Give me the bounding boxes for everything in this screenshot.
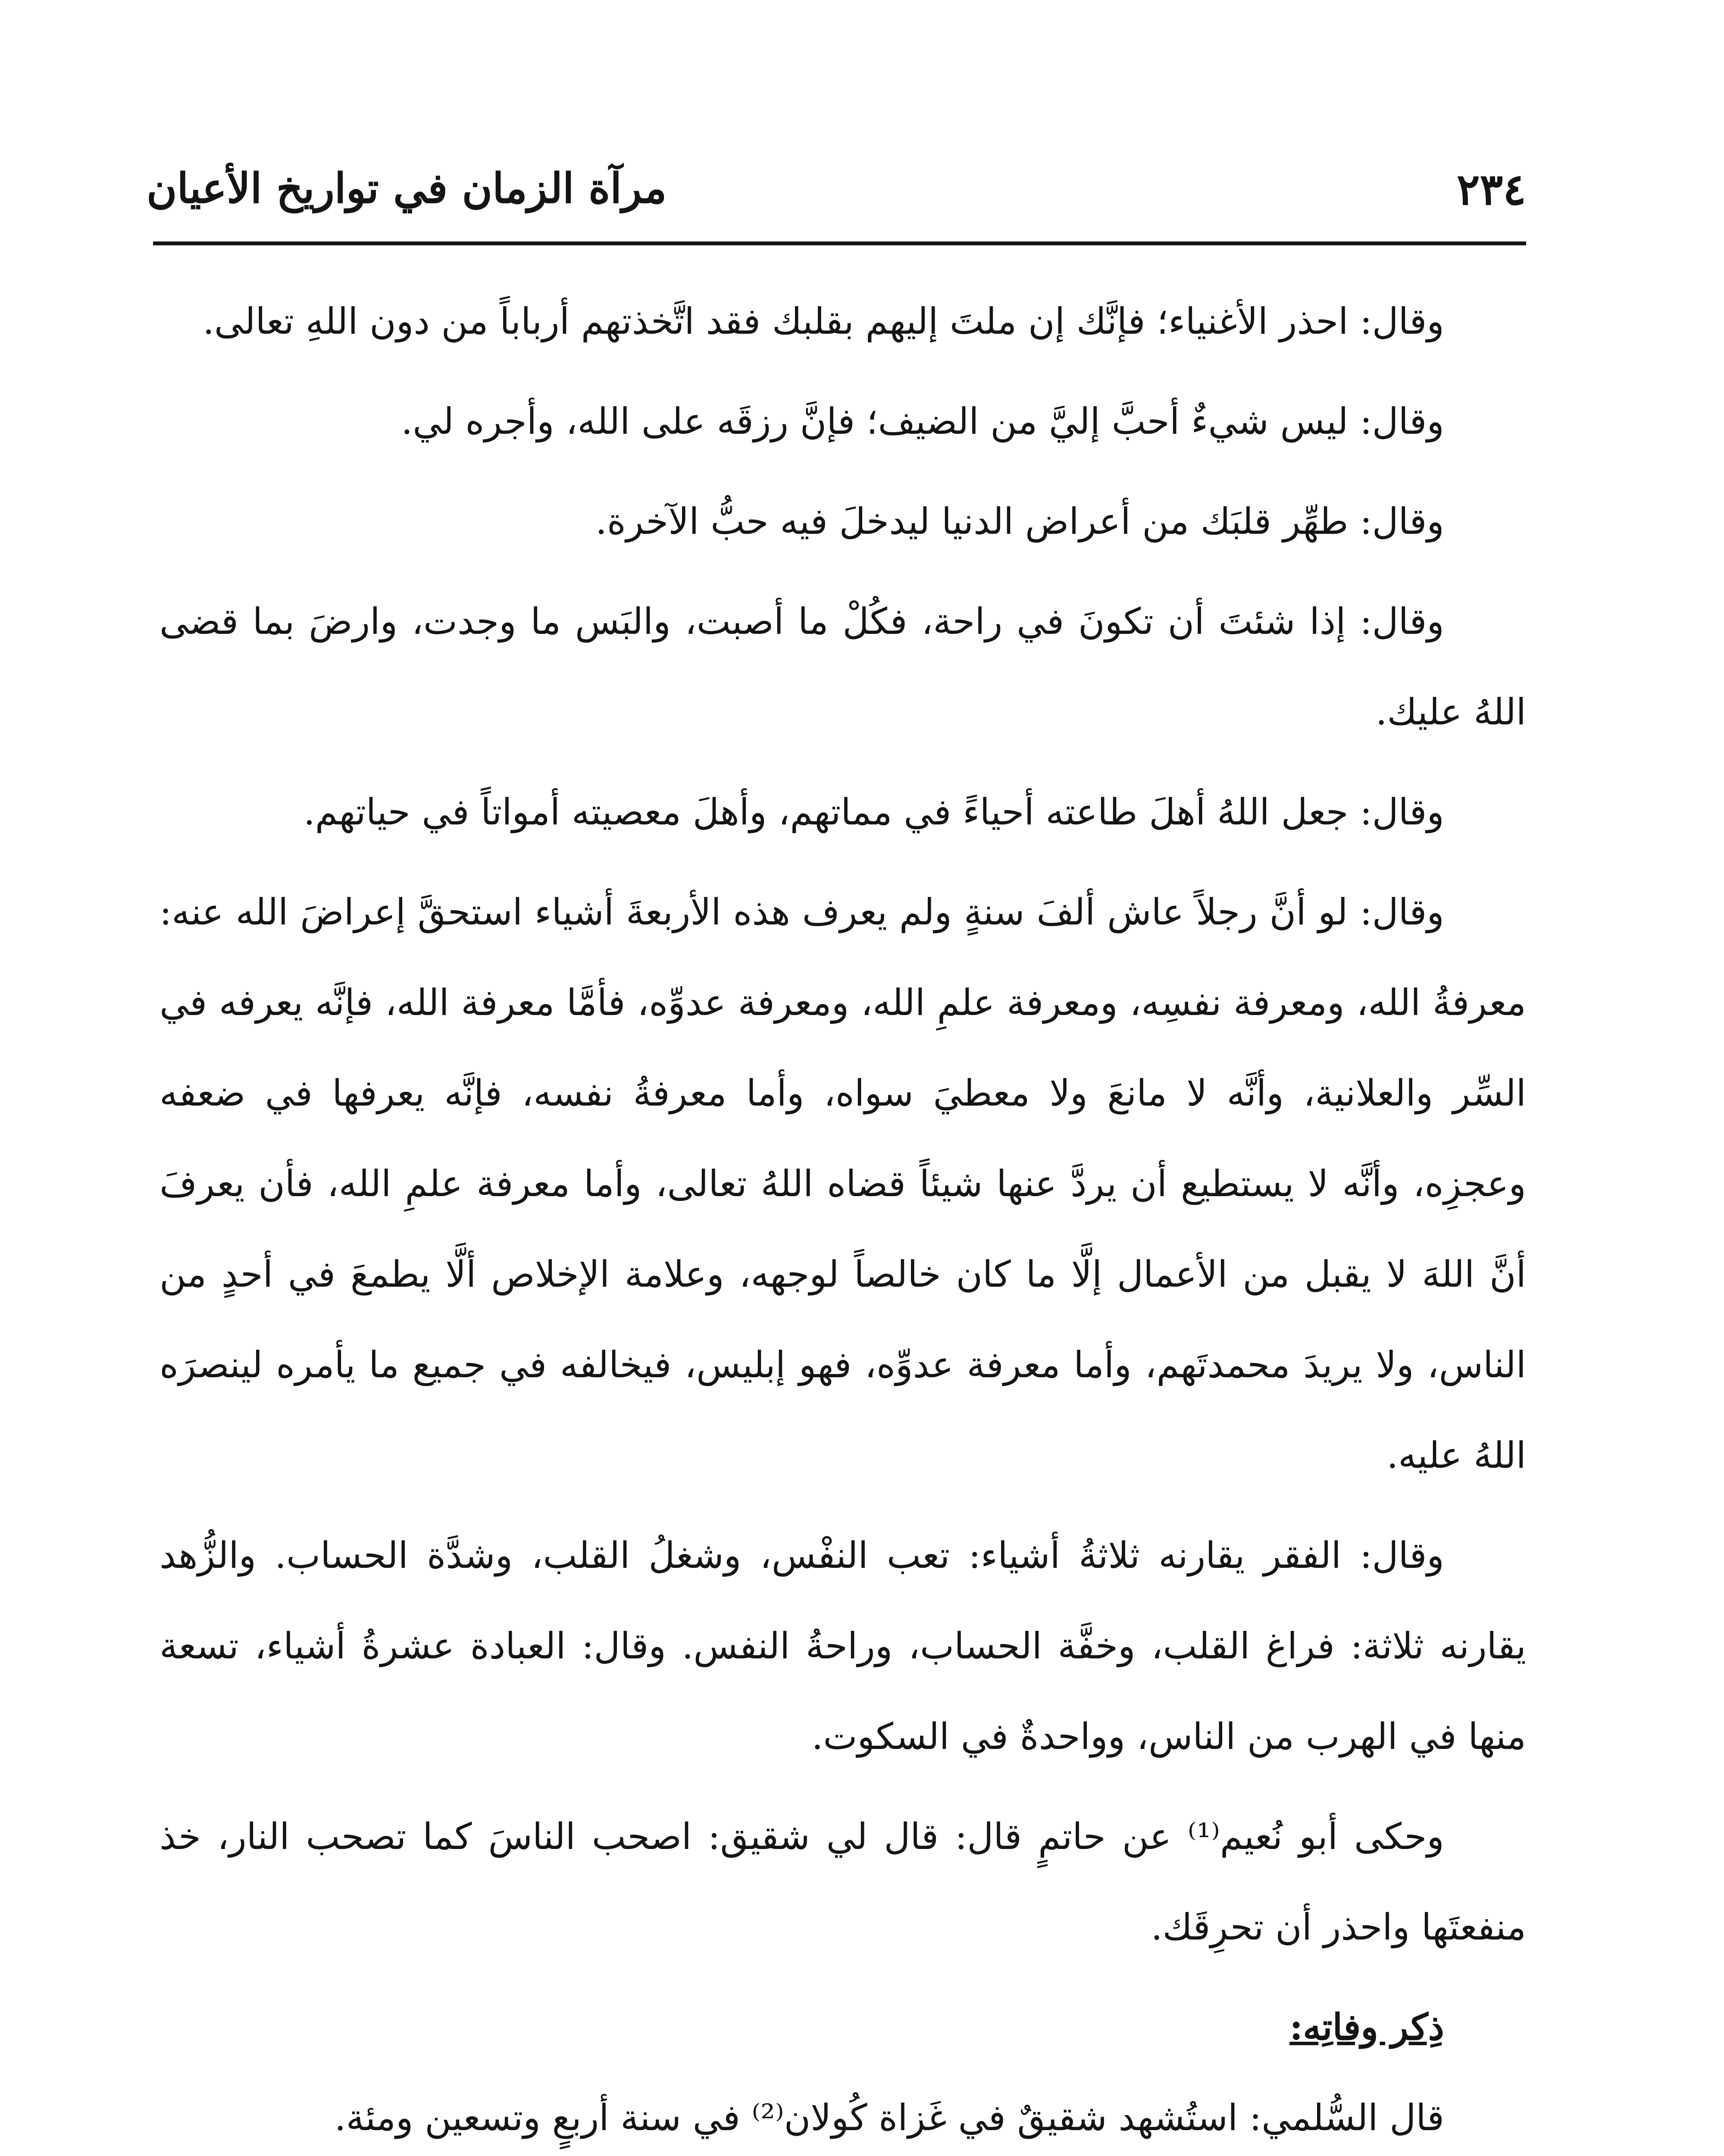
paragraph: وقال: احذر الأغنياء؛ فإنَّك إن ملتَ إليهم بقلبك فقد اتَّخذتهم أرباباً من دون اللهِ تعالى. xyxy=(203,300,1444,342)
paragraph: وقال: جعل اللهُ أهلَ طاعته أحياءً في مماتهم، وأهلَ معصيته أمواتاً في حياتهم. xyxy=(303,791,1444,833)
section-heading-text: ذِكر وفاتِه: xyxy=(1289,2006,1444,2048)
paragraph: وقال: طهِّر قلبَك من أعراض الدنيا ليدخلَ فيه حبُّ الآخرة. xyxy=(595,500,1444,542)
paragraph: وقال: لو أنَّ رجلاً عاش ألفَ سنةٍ ولم يعرف هذه الأربعةَ أشياء استحقَّ إعراضَ الله عنه: معرفةُ الله، ومعرفة نفسِه، ومعرفة علمِ الله، ومعرفة عدوِّه، فأمَّا معرفة الله، فإنَّه يعرفه في السِّر والعلانية، وأنَّه لا مانعَ ولا معطيَ سواه، وأما معرفةُ نفسه، فإنَّه يعرفها في ضعفه وعجزِه، وأنَّه لا يستطيع أن يردَّ عنها شيئاً قضاه اللهُ تعالى، وأما معرفة علمِ الله، فأن يعرفَ أنَّ اللهَ لا يقبل من الأعمال إلَّا ما كان خالصاً لوجهه، وعلامة الإخلاص ألَّا يطمعَ في أحدٍ من الناس، ولا يريدَ محمدتَهم، وأما معرفة عدوِّه، فهو إبليس، فيخالفه في جميع ما يأمره لينصرَه اللهُ عليه. xyxy=(160,891,1526,1476)
paragraph: وقال: إذا شئتَ أن تكونَ في راحة، فكُلْ ما أصبت، والبَس ما وجدت، وارضَ بما قضى اللهُ عليك. xyxy=(160,600,1526,733)
main-text xyxy=(160,276,1526,2156)
page-number: ٢٣٤ xyxy=(1456,164,1526,215)
running-title: مرآة الزمان في تواريخ الأعيان xyxy=(147,164,667,213)
paragraph: وقال: الفقر يقارنه ثلاثةُ أشياء: تعب النفْس، وشغلُ القلب، وشدَّة الحساب. والزُّهد يقارنه ثلاثة: فراغ القلب، وخفَّة الحساب، وراحةُ النفس. وقال: العبادة عشرةُ أشياء، تسعة منها في الهرب من الناس، وواحدةٌ في السكوت. xyxy=(160,1534,1526,1758)
paragraph: وقال: ليس شيءٌ أحبَّ إليَّ من الضيف؛ فإنَّ رزقَه على الله، وأجره لي. xyxy=(401,400,1444,442)
page-header xyxy=(147,164,1526,229)
paragraph: قال السُّلمي: استُشهد شقيقٌ في غَزاة كُولان⁽²⁾ في سنة أربعٍ وتسعين ومئة. xyxy=(334,2096,1444,2139)
section-heading xyxy=(160,1982,1526,2072)
paragraph: وحكى أبو نُعيم⁽¹⁾ عن حاتمٍ قال: قال لي شقيق: اصحب الناسَ كما تصحب النار، خذ منفعتَها واحذر أن تحرِقَك. xyxy=(160,1815,1526,1948)
header-divider xyxy=(153,241,1526,245)
